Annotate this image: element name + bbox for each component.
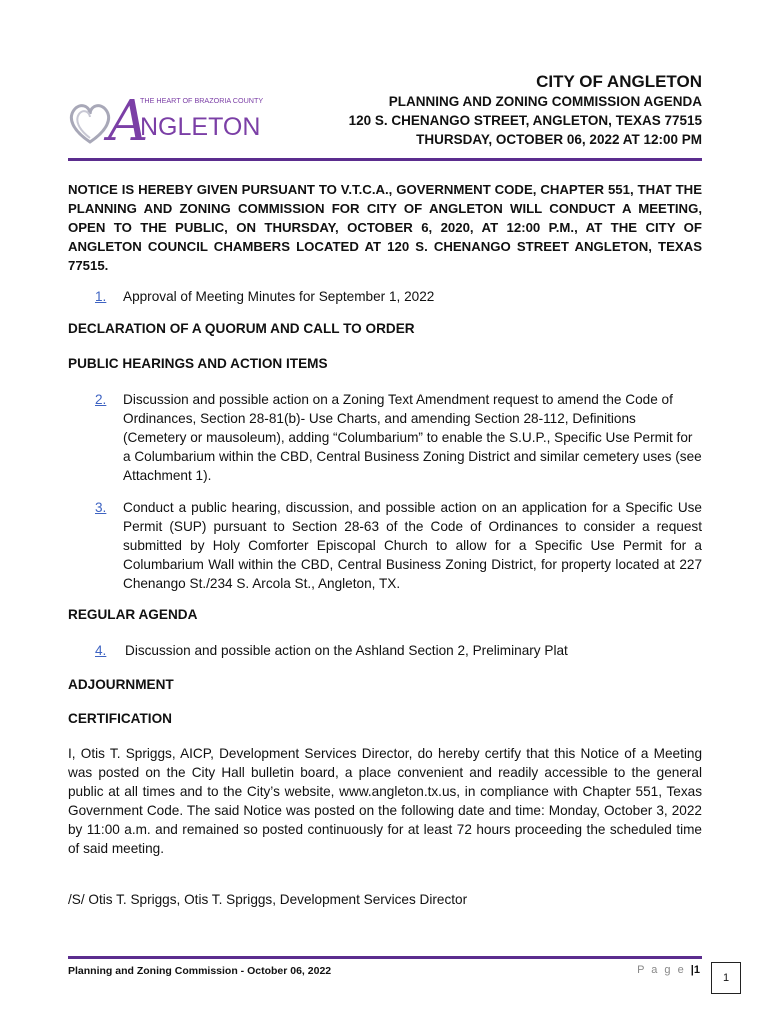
footer-title: Planning and Zoning Commission - October 06, 2022 [68,965,332,977]
agenda-item-number-link[interactable]: 1. [95,289,107,304]
section-heading-public-hearings: PUBLIC HEARINGS AND ACTION ITEMS [68,356,328,371]
agenda-item [95,498,702,593]
certification-paragraph: I, Otis T. Spriggs, AICP, Development Services Director, do hereby certify that this Notice of a Meeting was posted on the City Hall bulletin board, a place convenient and readily accessible to the general public at all times and to the City’s website, www.angleton.tx.us, in compliance with Chapter 551, Texas Government Code. The said Notice was posted on the following date and time: Monday, October 3, 2022 by 11:00 a.m. and remained so posted continuously for at least 72 hours proceeding the scheduled time of said meeting. [68,746,702,856]
agenda-item [95,287,702,306]
header-divider [68,158,702,161]
section-heading-certification: CERTIFICATION [68,711,172,726]
angleton-logo [68,80,268,150]
footer-divider [68,956,702,959]
agenda-item [95,641,702,660]
notice-paragraph: NOTICE IS HEREBY GIVEN PURSUANT TO V.T.C.A., GOVERNMENT CODE, CHAPTER 551, THAT THE PLANNING AND ZONING COMMISSION FOR CITY OF ANGLETON WILL CONDUCT A MEETING, OPEN TO THE PUBLIC, ON THURSDAY, OCTOBER 6, 2020, AT 12:00 P.M., AT THE CITY OF ANGLETON COUNCIL CHAMBERS LOCATED AT 120 S. CHENANGO STREET ANGLETON, TEXAS 77515. [68,182,702,273]
agenda-item-text: Discussion and possible action on the Ashland Section 2, Preliminary Plat [125,643,568,658]
agenda-item-text: Discussion and possible action on a Zoning Text Amendment request to amend the Code of Ordinances, Section 28-81(b)- Use Charts, and amending Section 28-112, Definitions (Cemetery or mausoleum), adding “Columbarium” to enable the S.U.P., Specific Use Permit for a Columbarium within the CBD, Central Business Zoning District and similar cemetery uses (see Attachment 1). [123,392,702,483]
agenda-item-number-link[interactable]: 3. [95,500,107,515]
section-heading-regular-agenda: REGULAR AGENDA [68,607,198,622]
footer-page-label [637,964,700,976]
page-separator: | [690,964,694,976]
signature-line: /S/ Otis T. Spriggs, Otis T. Spriggs, Development Services Director [68,892,468,907]
logo-tagline: THE HEART OF BRAZORIA COUNTY [140,96,264,105]
logo-big-letter: A [108,89,149,150]
section-heading-adjournment: ADJOURNMENT [68,677,174,692]
page-number: 1 [693,964,700,976]
agenda-item [95,390,702,485]
logo-wordmark: NGLETON [140,113,261,141]
agenda-item-text: Conduct a public hearing, discussion, and possible action on an application for a Specific Use Permit (SUP) pursuant to Section 28-63 of the Code of Ordinances to consider a request submitted by Holy Comforter Episcopal Church to allow for a Specific Use Permit for a Columbarium Wall within the CBD, Central Business Zoning District, for property located at 227 Chenango St./234 S. Arcola St., Angleton, TX. [123,500,702,591]
agenda-item-text: Approval of Meeting Minutes for September 1, 2022 [123,289,435,304]
section-heading-quorum: DECLARATION OF A QUORUM AND CALL TO ORDER [68,321,415,336]
page-number-box: 1 [711,962,741,994]
page-word: P a g e [637,964,686,976]
address-line: 120 S. CHENANGO STREET, ANGLETON, TEXAS 77515 [348,113,702,128]
agenda-item-number-link[interactable]: 2. [95,392,107,407]
agenda-item-number-link[interactable]: 4. [95,643,107,658]
meeting-datetime: THURSDAY, OCTOBER 06, 2022 AT 12:00 PM [416,132,702,147]
heart-icon [71,106,108,142]
city-title: CITY OF ANGLETON [536,72,702,91]
agenda-title: PLANNING AND ZONING COMMISSION AGENDA [388,94,702,109]
